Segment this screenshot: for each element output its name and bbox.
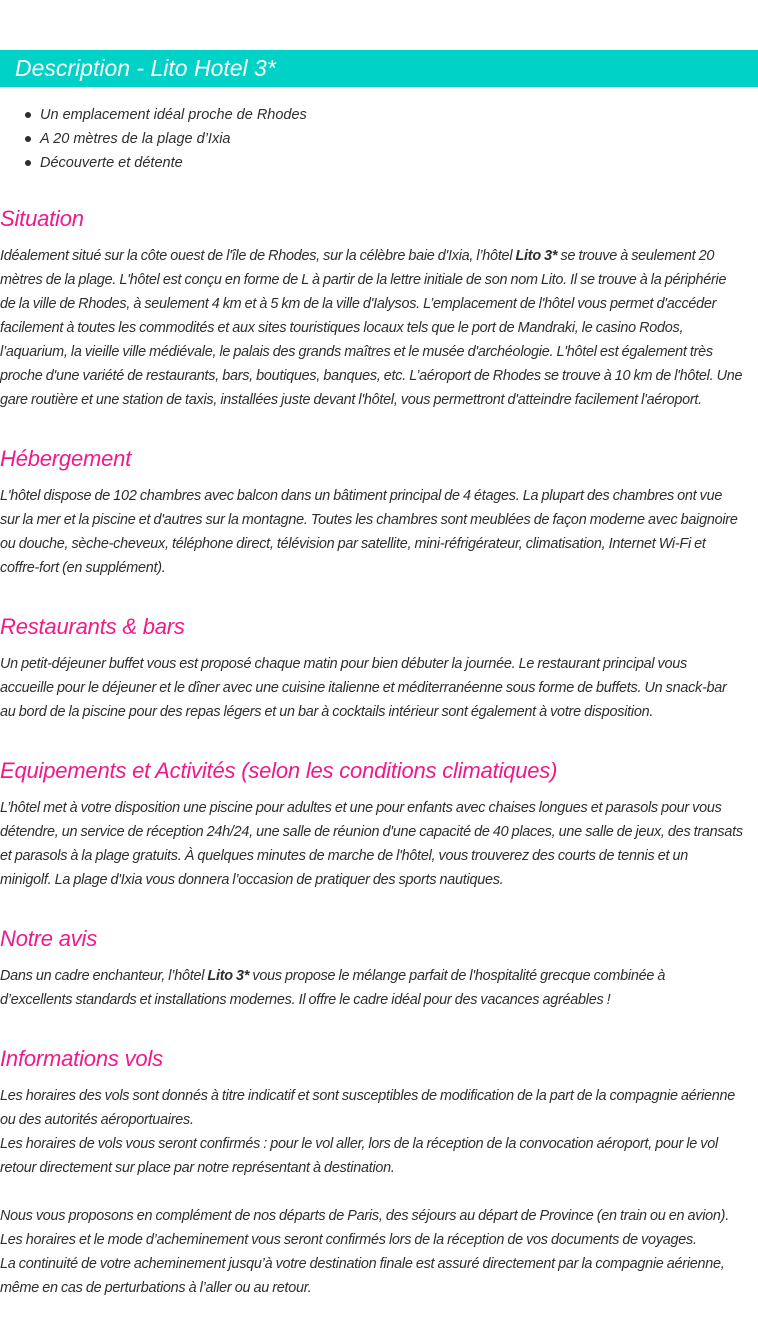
highlight-text: Découverte et détente — [40, 155, 183, 171]
section-heading: Informations vols — [0, 1046, 163, 1071]
section-body — [0, 652, 758, 724]
section-avis — [0, 924, 758, 1012]
paragraph-gap — [0, 1180, 758, 1204]
section-restaurants — [0, 612, 758, 724]
text-line — [0, 964, 758, 988]
text-line: détendre, un service de réception 24h/24, une salle de réunion d'une capacité de 40 places, une salle de jeux, des transats — [0, 824, 743, 840]
text-line: même en cas de perturbations à l’aller ou au retour. — [0, 1280, 312, 1296]
section-heading: Hébergement — [0, 446, 132, 471]
text-line: Un petit-déjeuner buffet vous est proposé chaque matin pour bien débuter la journée. Le restaurant principal vous — [0, 656, 687, 672]
text-line: Les horaires des vols sont donnés à titre indicatif et sont susceptibles de modification de la part de la compagnie aérienne — [0, 1088, 735, 1104]
section-heading: Situation — [0, 206, 84, 231]
section-body — [0, 1084, 758, 1300]
section-situation — [0, 204, 758, 412]
text-line: Les horaires et le mode d’acheminement vous seront confirmés lors de la réception de vos documents de voyages. — [0, 1232, 697, 1248]
text-line — [0, 244, 758, 268]
text-fragment: Idéalement situé sur la côte ouest de l'île de Rhodes, sur la célèbre baie d'Ixia, l’hôtel — [0, 248, 516, 264]
text-line: et parasols à la plage gratuits. À quelques minutes de marche de l'hôtel, vous trouverez des courts de tennis et un — [0, 848, 688, 864]
section-body — [0, 244, 758, 412]
text-line: Les horaires de vols vous seront confirmés : pour le vol aller, lors de la réception de la convocation aéroport, pour le vol — [0, 1136, 718, 1152]
section-body — [0, 484, 758, 580]
text-fragment: Dans un cadre enchanteur, l’hôtel — [0, 968, 208, 984]
text-line: au bord de la piscine pour des repas légers et un bar à cocktails intérieur sont également à votre disposition. — [0, 704, 654, 720]
text-line: mètres de la plage. L'hôtel est conçu en forme de L à partir de la lettre initiale de son nom Lito. Il se trouve à la périphérie — [0, 272, 727, 288]
text-line: La continuité de votre acheminement jusqu’à votre destination finale est assuré directement par la compagnie aérienne, — [0, 1256, 725, 1272]
text-line: retour directement sur place par notre représentant à destination. — [0, 1160, 395, 1176]
section-vols — [0, 1044, 758, 1300]
section-equipements — [0, 756, 758, 892]
page-title: Description - Lito Hotel 3* — [0, 50, 758, 87]
list-item — [0, 151, 758, 175]
section-body — [0, 796, 758, 892]
text-line: coffre-fort (en supplément). — [0, 560, 166, 576]
text-line: L’hôtel met à votre disposition une piscine pour adultes et une pour enfants avec chaises longues et parasols pour vous — [0, 800, 722, 816]
text-line: sur la mer et la piscine et d'autres sur la montagne. Toutes les chambres sont meublées de façon moderne avec baignoire — [0, 512, 738, 528]
bullet-icon — [25, 160, 31, 166]
text-line: facilement à toutes les commodités et aux sites touristiques locaux tels que le port de Mandraki, le casino Rodos, — [0, 320, 684, 336]
text-fragment: vous propose le mélange parfait de l'hospitalité grecque combinée à — [249, 968, 666, 984]
hotel-name: Lito 3* — [515, 248, 558, 264]
highlight-text: Un emplacement idéal proche de Rhodes — [40, 107, 307, 123]
section-heading: Equipements et Activités (selon les conditions climatiques) — [0, 758, 558, 783]
hotel-name: Lito 3* — [207, 968, 250, 984]
bullet-icon — [25, 112, 31, 118]
section-heading: Restaurants & bars — [0, 614, 185, 639]
text-line: ou douche, sèche-cheveux, téléphone direct, télévision par satellite, mini-réfrigérateur, climatisation, Internet Wi-Fi et — [0, 536, 706, 552]
text-line: Nous vous proposons en complément de nos départs de Paris, des séjours au départ de Province (en train ou en avion). — [0, 1208, 729, 1224]
highlight-text: A 20 mètres de la plage d’Ixia — [40, 131, 231, 147]
text-fragment: se trouve à seulement 20 — [557, 248, 715, 264]
section-hebergement — [0, 444, 758, 580]
section-body — [0, 964, 758, 1012]
highlights-list — [0, 103, 758, 175]
text-line: proche d'une variété de restaurants, bars, boutiques, banques, etc. L’aéroport de Rhodes se trouve à 10 km de l'hôtel. Une — [0, 368, 743, 384]
bullet-icon — [25, 136, 31, 142]
text-line: ou des autorités aéroportuaires. — [0, 1112, 194, 1128]
text-line: minigolf. La plage d'Ixia vous donnera l’occasion de pratiquer des sports nautiques. — [0, 872, 504, 888]
text-line: l’aquarium, la vieille ville médiévale, le palais des grands maîtres et le musée d'archéologie. L'hôtel est également très — [0, 344, 713, 360]
text-line: gare routière et une station de taxis, installées juste devant l'hôtel, vous permettront d'atteindre facilement l'aéroport. — [0, 392, 702, 408]
text-line: de la ville de Rhodes, à seulement 4 km et à 5 km de la ville d'Ialysos. L’emplacement de l'hôtel vous permet d'accéder — [0, 296, 717, 312]
text-line: d’excellents standards et installations modernes. Il offre le cadre idéal pour des vacances agréables ! — [0, 992, 611, 1008]
list-item — [0, 103, 758, 127]
section-heading: Notre avis — [0, 926, 98, 951]
text-line: accueille pour le déjeuner et le dîner avec une cuisine italienne et méditerranéenne sous forme de buffets. Un snack-bar — [0, 680, 727, 696]
list-item — [0, 127, 758, 151]
text-line: L'hôtel dispose de 102 chambres avec balcon dans un bâtiment principal de 4 étages. La plupart des chambres ont vue — [0, 488, 723, 504]
